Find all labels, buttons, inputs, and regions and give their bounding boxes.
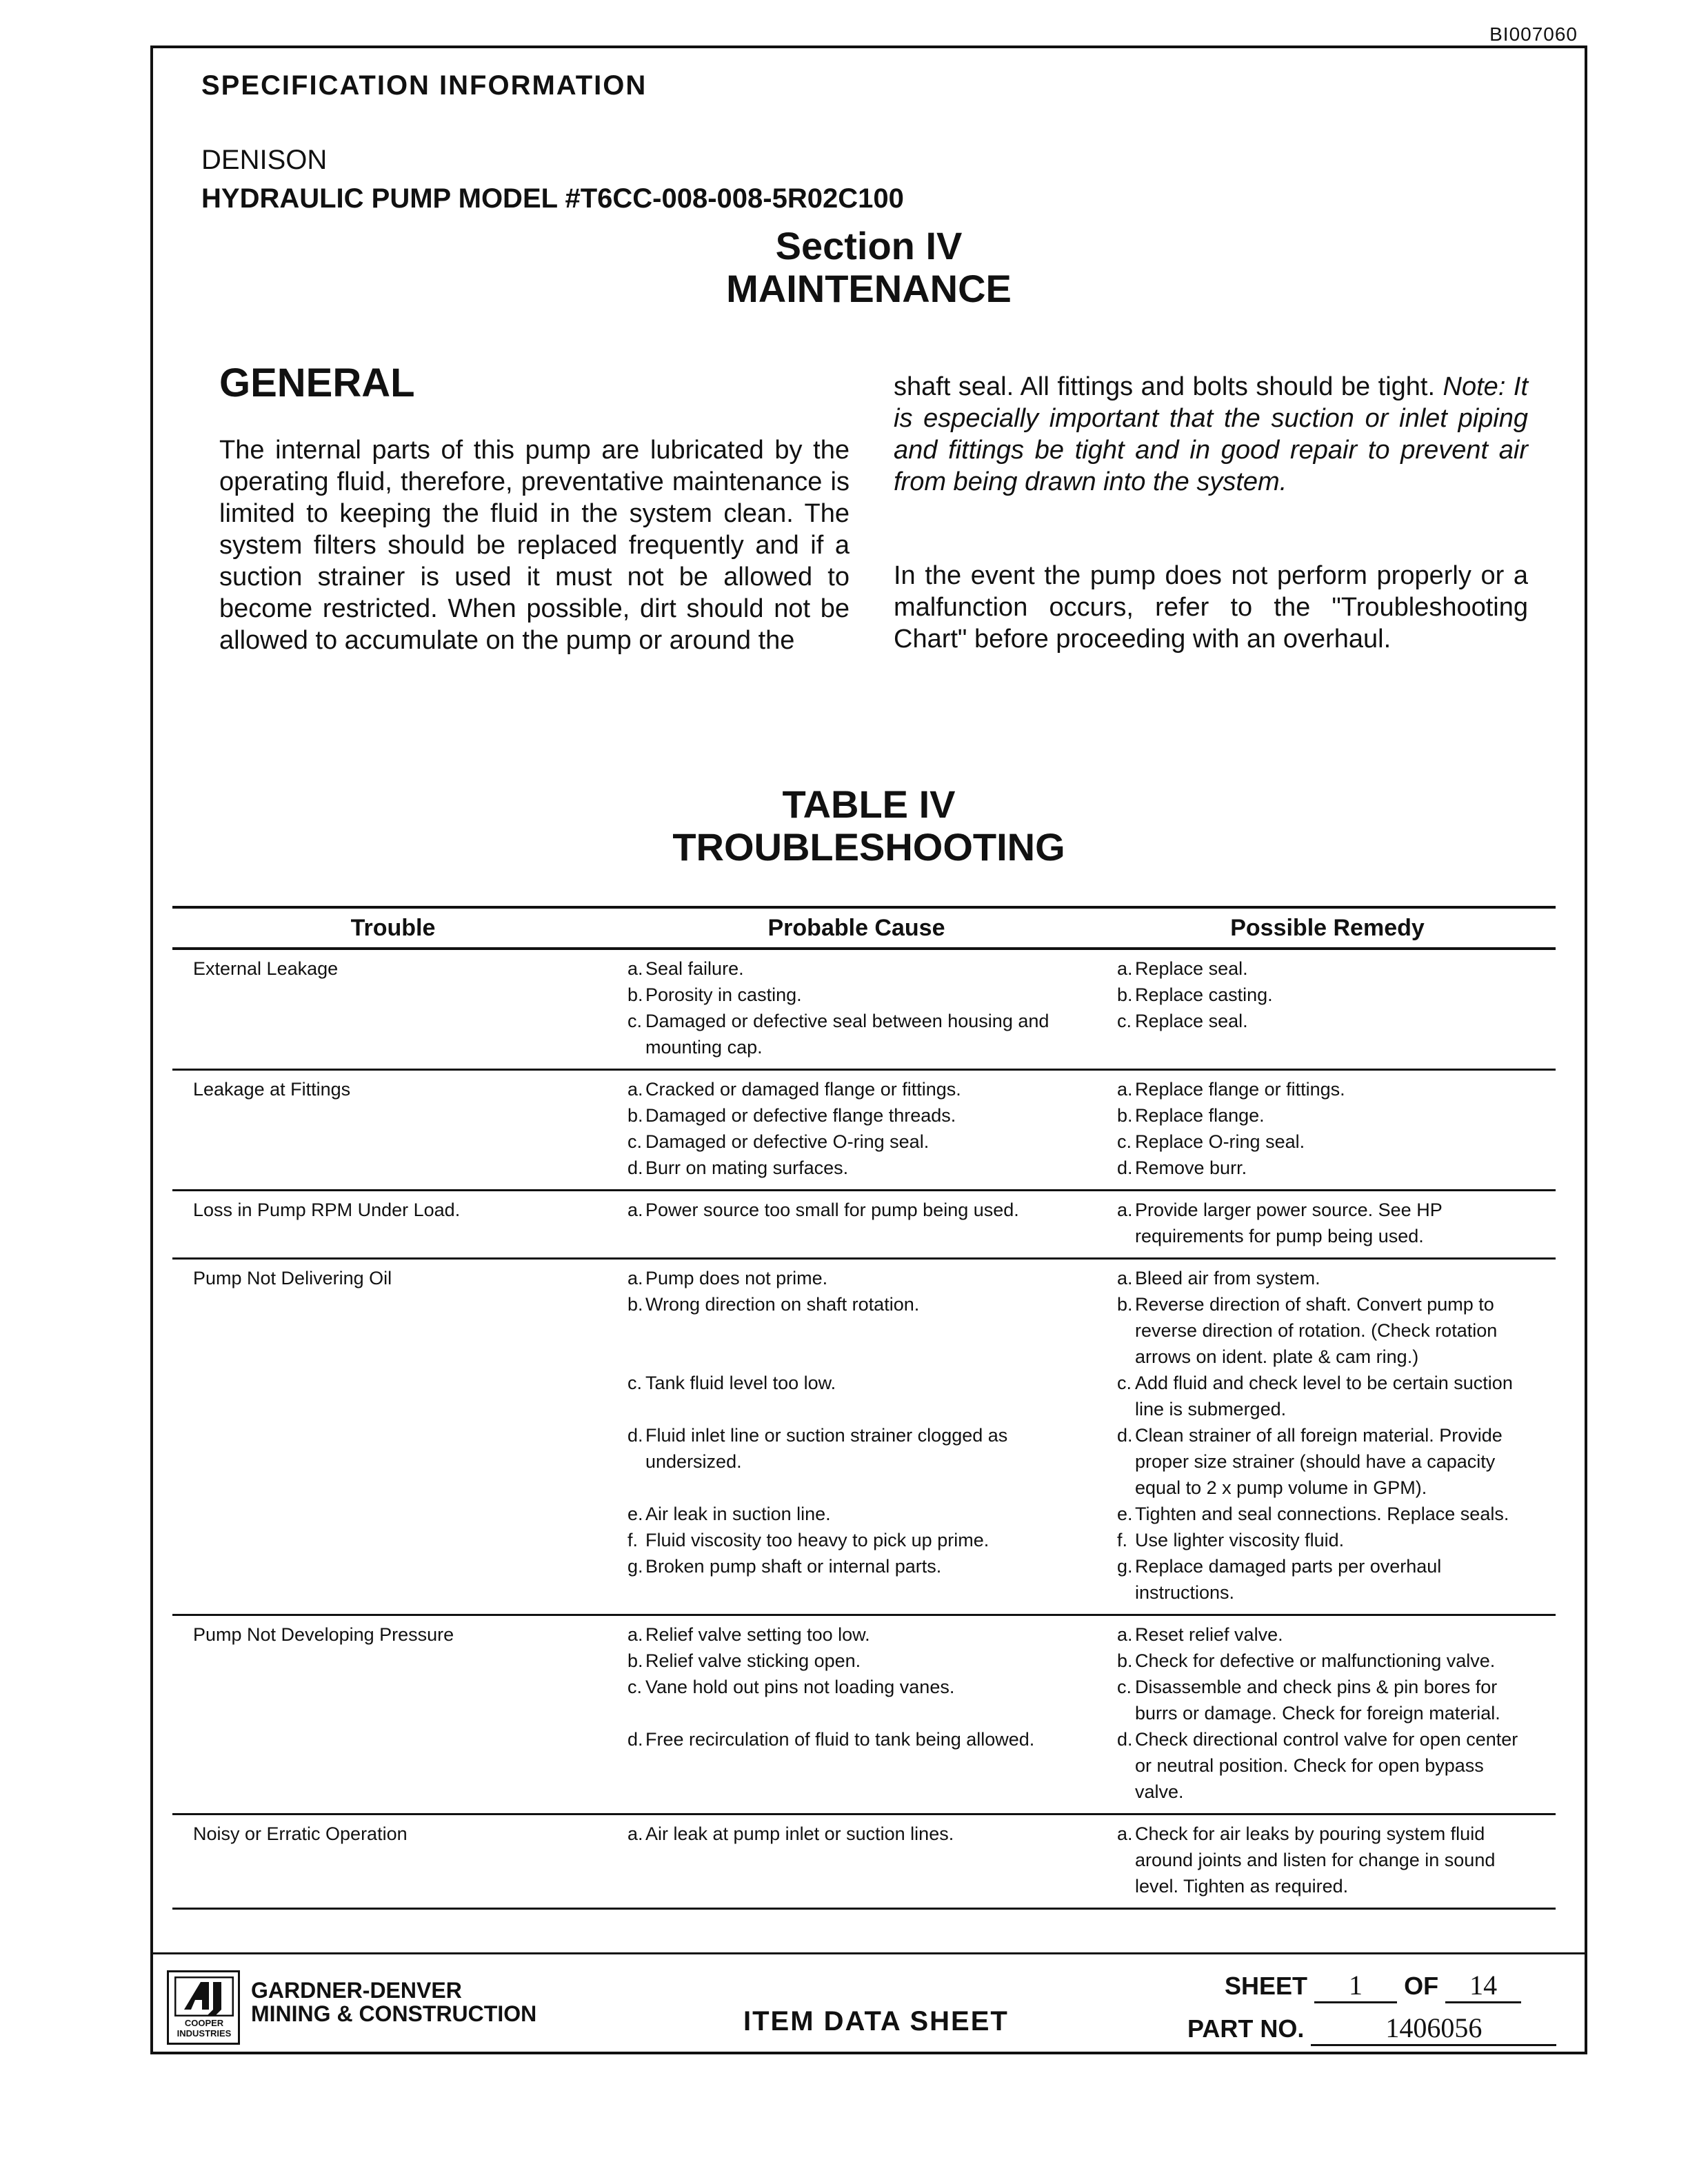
item-text: Burr on mating surfaces. [645,1157,849,1178]
list-item [1117,1265,1528,1291]
table-body [172,950,1556,1910]
item-letter: b. [627,1294,643,1315]
item-text: Free recirculation of fluid to tank being allowed. [645,1729,1035,1750]
header-probable-cause: Probable Cause [767,914,945,941]
general-text-left: The internal parts of this pump are lubricated by the operating fluid, therefore, preventative maintenance is limited to keeping the fluid in the system clean. The system filters should be replaced frequently and if a suction strainer is used it must not be allowed to become restricted. When possible, dirt should not be allowed to accumulate on the pump or around the [219,436,850,655]
list-item [1117,1648,1528,1674]
list-item [1117,1821,1528,1899]
table-row [172,1191,1556,1260]
list-item [627,1621,1076,1648]
item-letter: c. [1117,1373,1132,1393]
list-item [627,1648,1076,1674]
probable-cause-cell [614,1265,1099,1606]
list-item [627,1501,1076,1527]
trouble-cell: Leakage at Fittings [193,1079,351,1100]
list-item [1117,1553,1528,1606]
table-name: TROUBLESHOOTING [672,825,1065,869]
footer-divider [153,1952,1585,1954]
list-item [627,1674,1076,1726]
item-letter: a. [627,1268,643,1288]
logo-mark-icon [174,1976,234,2016]
item-text: Check for air leaks by pouring system fluid around joints and listen for change in sound level. Tighten as required. [1135,1823,1496,1897]
table-row [172,1071,1556,1191]
item-letter: d. [627,1157,643,1178]
item-text: Replace casting. [1135,984,1273,1005]
trouble-cell: Pump Not Delivering Oil [193,1268,392,1288]
list-item [1117,1197,1528,1249]
item-text: Wrong direction on shaft rotation. [645,1294,920,1315]
table-row [172,1815,1556,1910]
item-letter: b. [1117,1650,1133,1671]
item-letter: a. [627,1079,643,1100]
item-text: Tighten and seal connections. Replace seals. [1135,1504,1509,1524]
list-item [627,1726,1076,1805]
part-number-value: 1406056 [1311,2012,1556,2046]
item-letter: a. [627,1624,643,1645]
list-item [627,1553,1076,1606]
item-text: Use lighter viscosity fluid. [1135,1530,1345,1550]
item-letter: d. [627,1729,643,1750]
item-letter: b. [627,1650,643,1671]
list-item [627,1422,1076,1501]
list-item [627,1076,1076,1102]
item-text: Cracked or damaged flange or fittings. [645,1079,961,1100]
item-text: Fluid inlet line or suction strainer clogged as undersized. [645,1425,1008,1472]
possible-remedy-cell [1099,956,1556,1060]
list-item [1117,1527,1528,1553]
list-item [627,1155,1076,1181]
list-item [627,1008,1076,1060]
page-frame [150,46,1587,2054]
item-letter: b. [1117,1294,1133,1315]
spec-info-heading: SPECIFICATION INFORMATION [201,70,647,101]
item-letter: c. [1117,1011,1132,1031]
item-letter: e. [627,1504,643,1524]
table-title [153,783,1585,869]
company-name-1: GARDNER-DENVER [251,1978,462,2003]
item-text: Check directional control valve for open center or neutral position. Check for open bypass valve. [1135,1729,1518,1802]
general-text-right [894,371,1528,655]
list-item [1117,1726,1528,1805]
table-header [172,906,1556,950]
item-letter: c. [627,1131,643,1152]
trouble-cell: External Leakage [193,958,339,979]
manufacturer: DENISON [201,145,328,175]
item-letter: f. [1117,1530,1128,1550]
list-item [627,956,1076,982]
item-letter: c. [627,1373,643,1393]
company-name [251,1979,536,2025]
sheet-count [1225,1969,1521,2003]
item-text: Damaged or defective O-ring seal. [645,1131,930,1152]
item-text: Broken pump shaft or internal parts. [645,1556,942,1577]
item-text: Replace O-ring seal. [1135,1131,1305,1152]
item-letter: a. [627,1200,643,1220]
item-letter: a. [627,1823,643,1844]
document-id: BI007060 [1489,23,1578,45]
possible-remedy-cell [1099,1265,1556,1606]
list-item [1117,1291,1528,1370]
list-item [1117,982,1528,1008]
pump-model: HYDRAULIC PUMP MODEL #T6CC-008-008-5R02C100 [201,183,904,214]
probable-cause-cell [614,1197,1099,1249]
item-letter: e. [1117,1504,1133,1524]
list-item [1117,1008,1528,1060]
probable-cause-cell [614,1621,1099,1805]
item-text: Bleed air from system. [1135,1268,1320,1288]
company-name-2: MINING & CONSTRUCTION [251,2001,537,2026]
list-item [627,982,1076,1008]
probable-cause-cell [614,1821,1099,1899]
item-letter: a. [1117,1823,1133,1844]
table-number: TABLE IV [782,782,956,826]
general-text-right-1: shaft seal. All fittings and bolts should be tight. [894,372,1436,401]
section-number: Section IV [775,224,963,267]
section-name: MAINTENANCE [726,267,1012,310]
list-item [1117,1370,1528,1422]
item-text: Reverse direction of shaft. Convert pump to reverse direction of rotation. (Check rotation arrows on ident. plate & cam ring.) [1135,1294,1498,1367]
list-item [1117,1102,1528,1129]
item-letter: a. [1117,1079,1133,1100]
item-text: Replace flange or fittings. [1135,1079,1345,1100]
list-item [1117,956,1528,982]
sheet-total: 14 [1445,1969,1521,2003]
item-text: Replace flange. [1135,1105,1265,1126]
item-letter: d. [1117,1425,1133,1446]
possible-remedy-cell [1099,1076,1556,1181]
sheet-number: 1 [1314,1969,1397,2003]
possible-remedy-cell [1099,1821,1556,1899]
list-item [1117,1076,1528,1102]
item-text: Air leak at pump inlet or suction lines. [645,1823,954,1844]
item-letter: b. [627,984,643,1005]
possible-remedy-cell [1099,1621,1556,1805]
item-data-sheet-label: ITEM DATA SHEET [743,2006,1009,2036]
general-heading: GENERAL [219,361,415,405]
item-text: Porosity in casting. [645,984,802,1005]
item-text: Replace seal. [1135,958,1248,979]
item-letter: b. [1117,984,1133,1005]
item-letter: d. [627,1425,643,1446]
item-text: Remove burr. [1135,1157,1247,1178]
item-letter: a. [627,958,643,979]
trouble-cell: Noisy or Erratic Operation [193,1823,408,1844]
header-possible-remedy: Possible Remedy [1230,914,1425,941]
item-text: Replace seal. [1135,1011,1248,1031]
list-item [1117,1674,1528,1726]
list-item [627,1265,1076,1291]
list-item [627,1129,1076,1155]
item-letter: g. [1117,1556,1133,1577]
item-text: Vane hold out pins not loading vanes. [645,1677,955,1697]
item-letter: d. [1117,1157,1133,1178]
troubleshooting-table [172,906,1556,1910]
probable-cause-cell [614,1076,1099,1181]
list-item [1117,1422,1528,1501]
list-item [1117,1155,1528,1181]
part-label: PART NO. [1187,2014,1305,2043]
item-text: Relief valve setting too low. [645,1624,870,1645]
list-item [1117,1621,1528,1648]
item-text: Power source too small for pump being used. [645,1200,1019,1220]
trouble-cell: Pump Not Developing Pressure [193,1624,454,1645]
probable-cause-cell [614,956,1099,1060]
company-logo [167,1970,240,2045]
item-text: Damaged or defective seal between housing and mounting cap. [645,1011,1049,1058]
list-item [1117,1129,1528,1155]
list-item [627,1527,1076,1553]
item-text: Air leak in suction line. [645,1504,831,1524]
list-item [1117,1501,1528,1527]
item-text: Pump does not prime. [645,1268,828,1288]
item-letter: c. [627,1011,643,1031]
item-letter: b. [1117,1105,1133,1126]
item-text: Provide larger power source. See HP requirements for pump being used. [1135,1200,1443,1246]
item-letter: g. [627,1556,643,1577]
list-item [627,1821,1076,1899]
item-text: Damaged or defective flange threads. [645,1105,956,1126]
item-letter: a. [1117,1624,1133,1645]
item-text: Tank fluid level too low. [645,1373,836,1393]
section-title [153,225,1585,310]
part-number [1187,2012,1556,2046]
item-text: Relief valve sticking open. [645,1650,861,1671]
item-text: Fluid viscosity too heavy to pick up prime. [645,1530,989,1550]
item-letter: c. [1117,1131,1132,1152]
logo-text: COOPER INDUSTRIES [177,2018,232,2039]
item-letter: a. [1117,958,1133,979]
general-note: Note: It is especially important that the suction or inlet piping and fittings be tight and in good repair to prevent air from being drawn into the system. [894,372,1529,496]
item-letter: b. [627,1105,643,1126]
item-text: Add fluid and check level to be certain suction line is submerged. [1135,1373,1513,1419]
item-letter: f. [627,1530,639,1550]
item-text: Seal failure. [645,958,744,979]
item-text: Clean strainer of all foreign material. Provide proper size strainer (should have a capacity equal to 2 x pump volume in GPM). [1135,1425,1503,1498]
item-letter: c. [1117,1677,1132,1697]
item-text: Reset relief valve. [1135,1624,1283,1645]
table-row [172,950,1556,1071]
item-text: Check for defective or malfunctioning valve. [1135,1650,1496,1671]
list-item [627,1197,1076,1249]
list-item [627,1291,1076,1370]
table-row [172,1616,1556,1815]
list-item [627,1102,1076,1129]
trouble-cell: Loss in Pump RPM Under Load. [193,1200,461,1220]
item-text: Replace damaged parts per overhaul instructions. [1135,1556,1442,1603]
sheet-label: SHEET [1225,1972,1308,2000]
header-trouble: Trouble [350,914,436,941]
item-letter: c. [627,1677,643,1697]
possible-remedy-cell [1099,1197,1556,1249]
item-letter: d. [1117,1729,1133,1750]
list-item [627,1370,1076,1422]
item-text: Disassemble and check pins & pin bores for burrs or damage. Check for foreign material. [1135,1677,1500,1723]
table-row [172,1260,1556,1616]
item-letter: a. [1117,1268,1133,1288]
item-letter: a. [1117,1200,1133,1220]
general-text-right-2: In the event the pump does not perform properly or a malfunction occurs, refer to the "Troubleshooting Chart" before proceeding with an overhaul. [894,561,1528,654]
of-label: OF [1404,1972,1439,2000]
